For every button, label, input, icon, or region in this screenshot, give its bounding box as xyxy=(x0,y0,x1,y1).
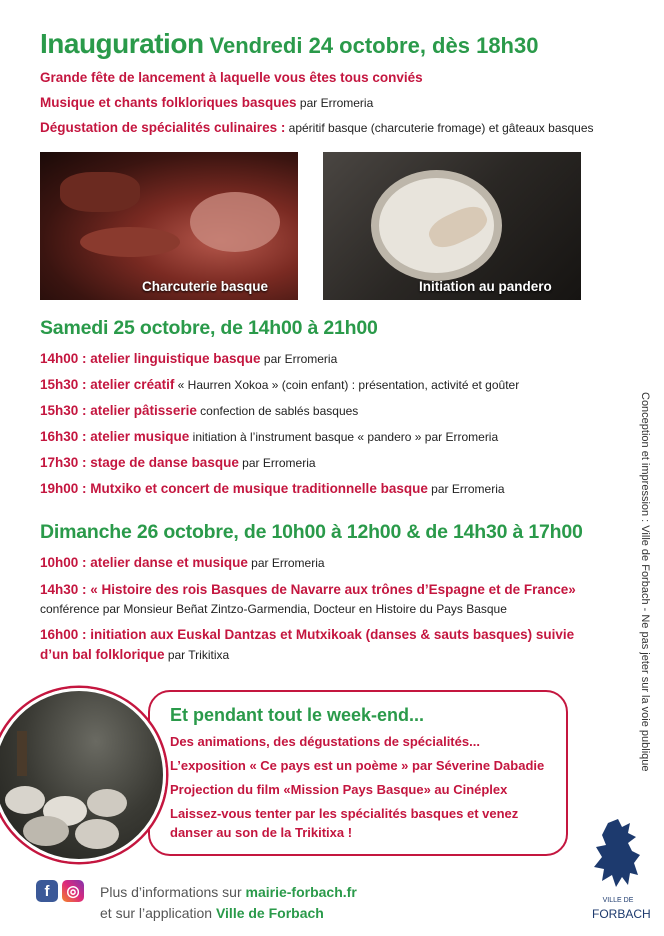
logo-small-text: VILLE DE xyxy=(602,897,634,904)
schedule-line: 14h00 : atelier linguistique basque par Erromeria xyxy=(40,351,338,366)
sheep-photo xyxy=(0,688,166,862)
schedule-line: 16h30 : atelier musique initiation à l’instrument basque « pandero » par Erromeria xyxy=(40,429,499,444)
inauguration-line: Musique et chants folkloriques basques par Erromeria xyxy=(40,95,374,110)
schedule-line: 10h00 : atelier danse et musique par Erromeria xyxy=(40,555,325,570)
weekend-line: Des animations, des dégustations de spécialités... xyxy=(170,734,480,749)
pandero-photo xyxy=(323,152,581,300)
weekend-title: Et pendant tout le week-end... xyxy=(170,705,425,725)
charcuterie-photo xyxy=(40,152,298,300)
schedule-line: 14h30 : « Histoire des rois Basques de Navarre aux trônes d’Espagne et de France» xyxy=(40,582,576,597)
facebook-icon[interactable]: f xyxy=(36,880,58,902)
schedule-line: 15h30 : atelier pâtisserie confection de sablés basques xyxy=(40,403,359,418)
instagram-icon[interactable]: ◎ xyxy=(62,880,84,902)
inauguration-heading xyxy=(40,28,538,60)
app-link[interactable]: Ville de Forbach xyxy=(215,905,324,921)
inauguration-line: Grande fête de lancement à laquelle vous êtes tous conviés xyxy=(40,70,423,85)
weekend-line: Projection du film «Mission Pays Basque» au Cinéplex xyxy=(170,782,508,797)
weekend-line: danser au son de la Trikitixa ! xyxy=(170,825,353,840)
dimanche-heading: Dimanche 26 octobre, de 10h00 à 12h00 & de 14h30 à 17h00 xyxy=(40,521,583,543)
schedule-line: 15h30 : atelier créatif « Haurren Xokoa » (coin enfant) : présentation, activité et goûter xyxy=(40,377,520,392)
schedule-line: 17h30 : stage de danse basque par Erromeria xyxy=(40,455,316,470)
logo-name: FORBACH xyxy=(592,907,651,921)
samedi-heading: Samedi 25 octobre, de 14h00 à 21h00 xyxy=(40,317,378,339)
schedule-line-detail: conférence par Monsieur Beñat Zintzo-Garmendia, Docteur en Histoire du Pays Basque xyxy=(40,602,507,616)
footer-info-line: Plus d’informations sur mairie-forbach.fr xyxy=(100,884,357,900)
inauguration-title: Inauguration xyxy=(40,28,204,59)
charcuterie-caption: Charcuterie basque xyxy=(142,279,269,294)
schedule-line: 19h00 : Mutxiko et concert de musique traditionnelle basque par Erromeria xyxy=(40,481,505,496)
footer-app-line: et sur l’application Ville de Forbach xyxy=(100,905,324,921)
weekend-line: L’exposition « Ce pays est un poème » par Séverine Dabadie xyxy=(170,758,545,773)
credit-note: Conception et impression : Ville de Forbach - Ne pas jeter sur la voie publique xyxy=(639,392,651,772)
inauguration-date: Vendredi 24 octobre, dès 18h30 xyxy=(209,33,539,58)
lion-logo-icon xyxy=(588,815,648,905)
pandero-caption: Initiation au pandero xyxy=(419,279,552,294)
inauguration-line: Dégustation de spécialités culinaires : apéritif basque (charcuterie fromage) et gâteaux basques xyxy=(40,120,594,135)
schedule-line: d’un bal folklorique par Trikitixa xyxy=(40,647,230,662)
schedule-line: 16h00 : initiation aux Euskal Dantzas et Mutxikoak (danses & sauts basques) suivie xyxy=(40,627,575,642)
weekend-line: Laissez-vous tenter par les spécialités basques et venez xyxy=(170,806,519,821)
website-link[interactable]: mairie-forbach.fr xyxy=(245,884,357,900)
